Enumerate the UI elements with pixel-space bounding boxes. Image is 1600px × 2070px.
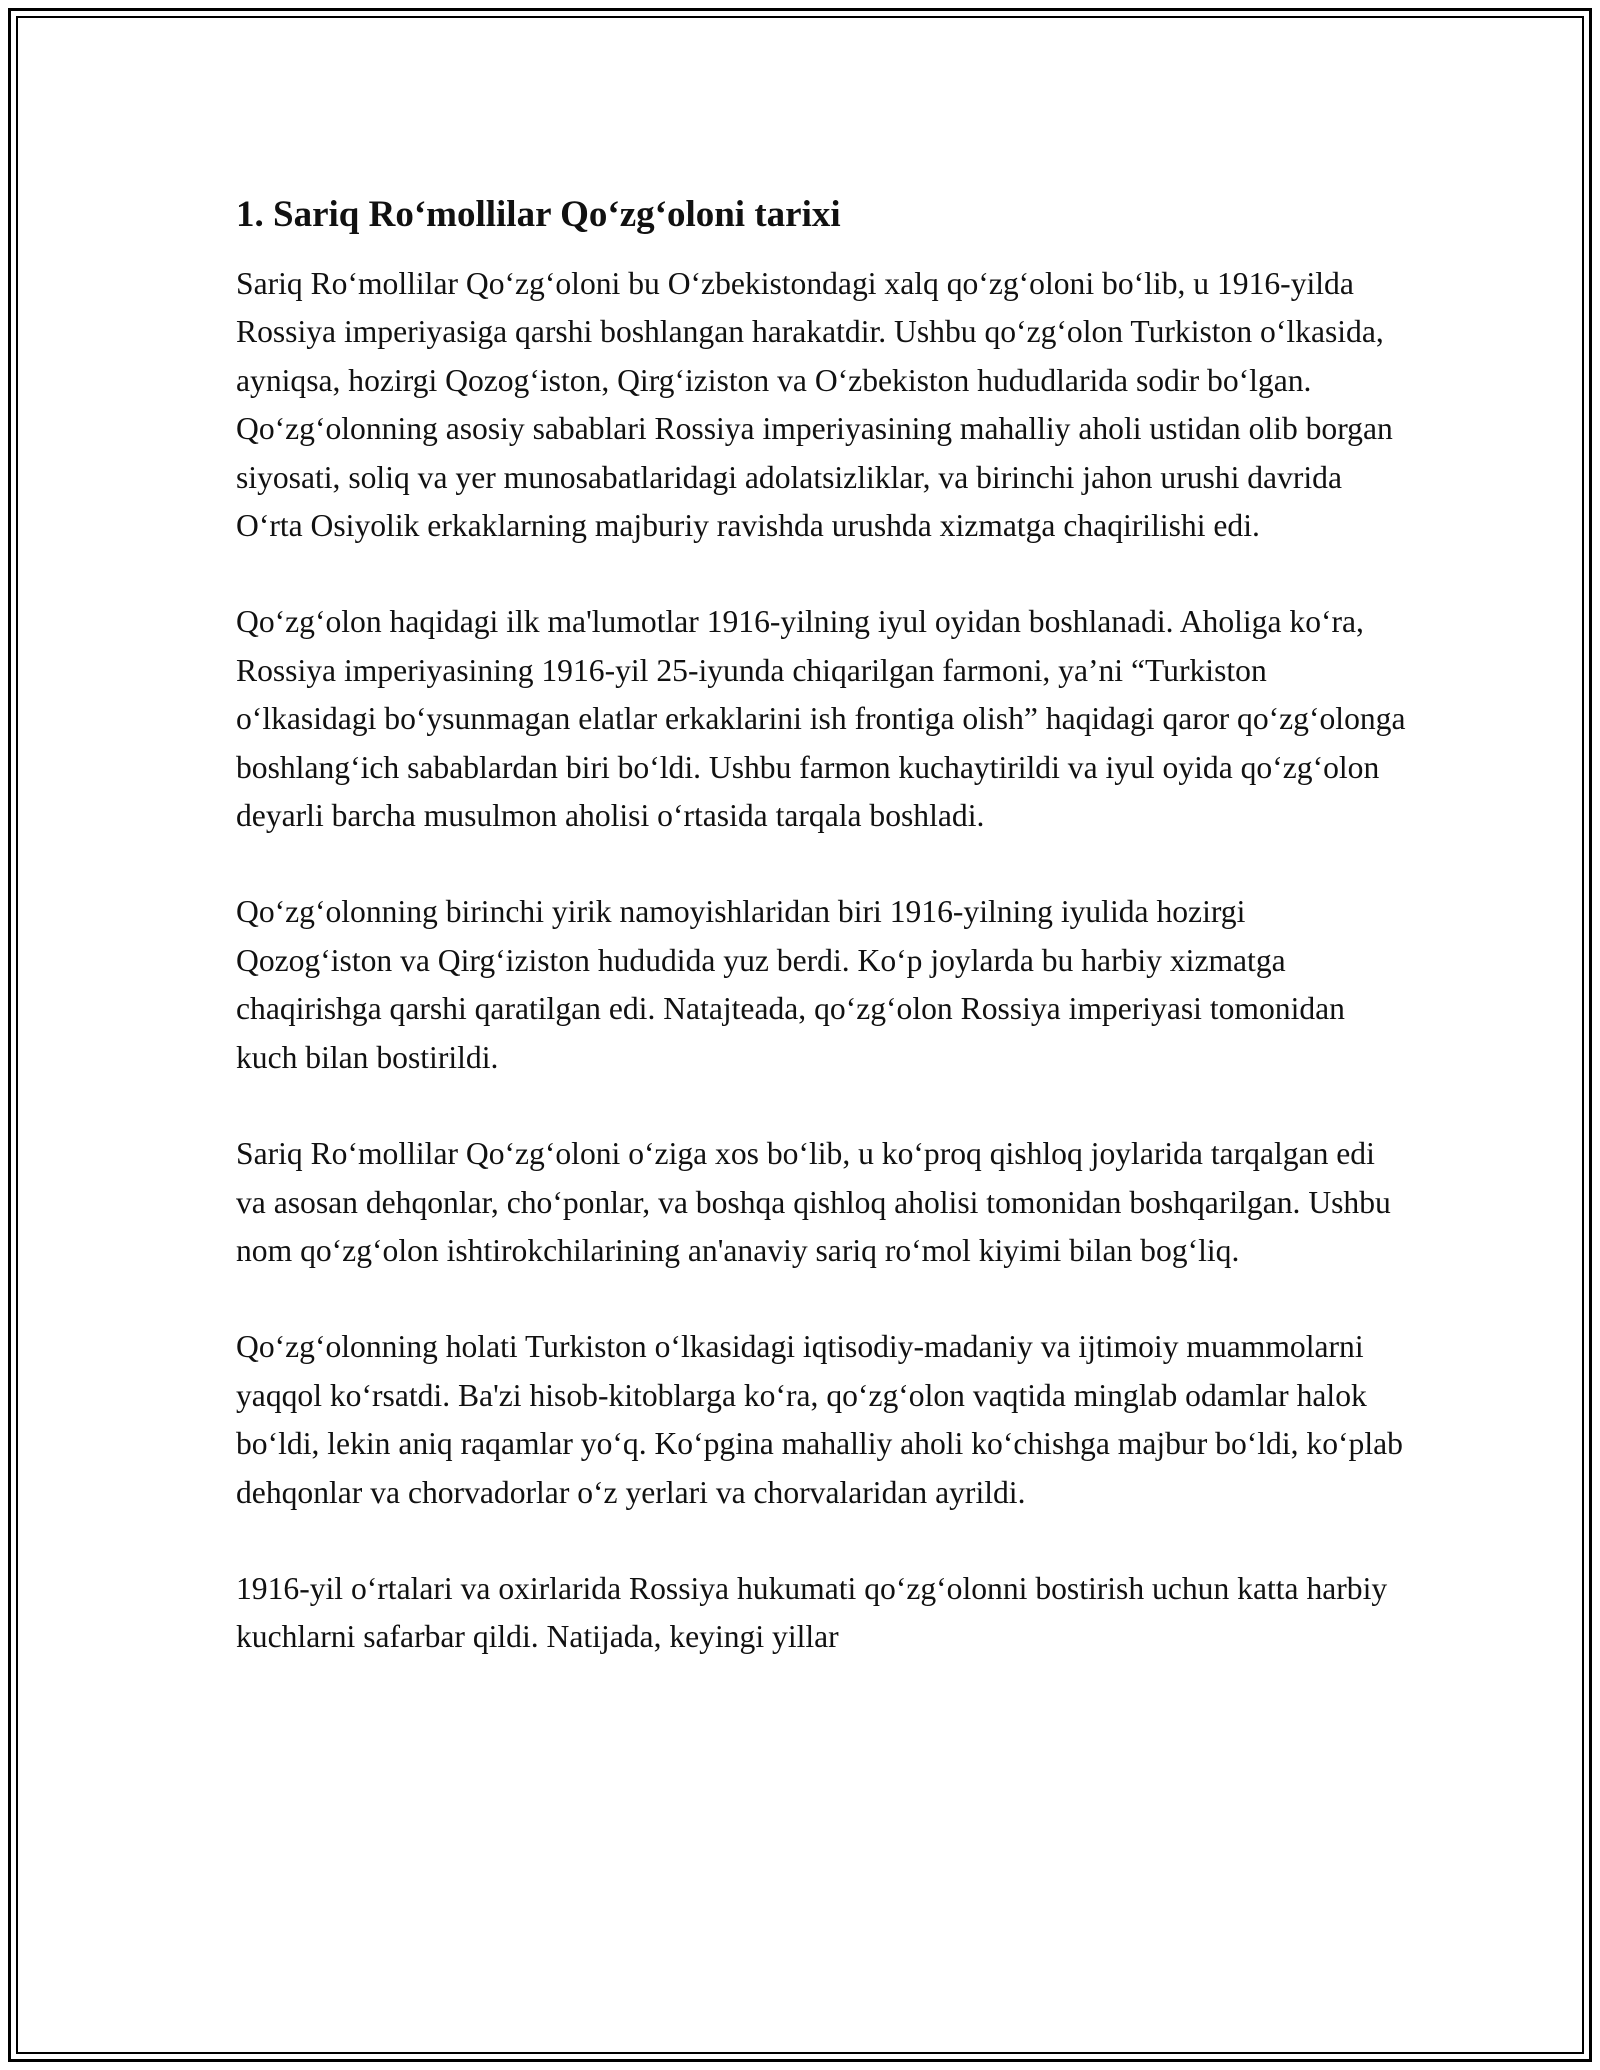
paragraph-1: Sariq Ro‘mollilar Qo‘zg‘oloni bu O‘zbekistondagi xalq qo‘zg‘oloni bo‘lib, u 1916-yilda Rossiya imperiyasiga qarshi boshlangan harakatdir. Ushbu qo‘zg‘olon Turkiston o‘lkasida, ayniqsa, hozirgi Qozog‘iston, Qirg‘iziston va O‘zbekiston hududlarida sodir bo‘lgan. Qo‘zg‘olonning asosiy sabablari Rossiya imperiyasining mahalliy aholi ustidan olib borgan siyosati, soliq va yer munosabatlaridagi adolatsizliklar, va birinchi jahon urushi davrida O‘rta Osiyolik erkaklarning majburiy ravishda urushda xizmatga chaqirilishi edi. [236, 266, 1393, 544]
document-body [236, 188, 1406, 1710]
document-title: 1. Sariq Ro‘mollilar Qo‘zg‘oloni tarixi [236, 194, 841, 235]
paragraph-5: Qo‘zg‘olonning holati Turkiston o‘lkasidagi iqtisodiy-madaniy va ijtimoiy muammolarni yaqqol ko‘rsatdi. Ba'zi hisob-kitoblarga ko‘ra, qo‘zg‘olon vaqtida minglab odamlar halok bo‘ldi, lekin aniq raqamlar yo‘q. Ko‘pgina mahalliy aholi ko‘chishga majbur bo‘ldi, ko‘plab dehqonlar va chorvadorlar o‘z yerlari va chorvalaridan ayrildi. [236, 1329, 1403, 1510]
paragraph-3: Qo‘zg‘olonning birinchi yirik namoyishlaridan biri 1916-yilning iyulida hozirgi Qozog‘iston va Qirg‘iziston hududida yuz berdi. Ko‘p joylarda bu harbiy xizmatga chaqirishga qarshi qaratilgan edi. Natajteada, qo‘zg‘olon Rossiya imperiyasi tomonidan kuch bilan bostirildi. [236, 894, 1345, 1075]
paragraph-2: Qo‘zg‘olon haqidagi ilk ma'lumotlar 1916-yilning iyul oyidan boshlanadi. Aholiga ko‘ra, Rossiya imperiyasining 1916-yil 25-iyunda chiqarilgan farmoni, ya’ni “Turkiston o‘lkasidagi bo‘ysunmagan elatlar erkaklarini ish frontiga olish” haqidagi qaror qo‘zg‘olonga boshlang‘ich sabablardan biri bo‘ldi. Ushbu farmon kuchaytirildi va iyul oyida qo‘zg‘olon deyarli barcha musulmon aholisi o‘rtasida tarqala boshladi. [236, 604, 1406, 834]
paragraph-6: 1916-yil o‘rtalari va oxirlarida Rossiya hukumati qo‘zg‘olonni bostirish uchun katta harbiy kuchlarni safarbar qildi. Natijada, keyingi yillar [236, 1570, 1388, 1655]
paragraph-4: Sariq Ro‘mollilar Qo‘zg‘oloni o‘ziga xos bo‘lib, u ko‘proq qishloq joylarida tarqalgan edi va asosan dehqonlar, cho‘ponlar, va boshqa qishloq aholisi tomonidan boshqarilgan. Ushbu nom qo‘zg‘olon ishtirokchilarining an'anaviy sariq ro‘mol kiyimi bilan bog‘liq. [236, 1136, 1391, 1268]
